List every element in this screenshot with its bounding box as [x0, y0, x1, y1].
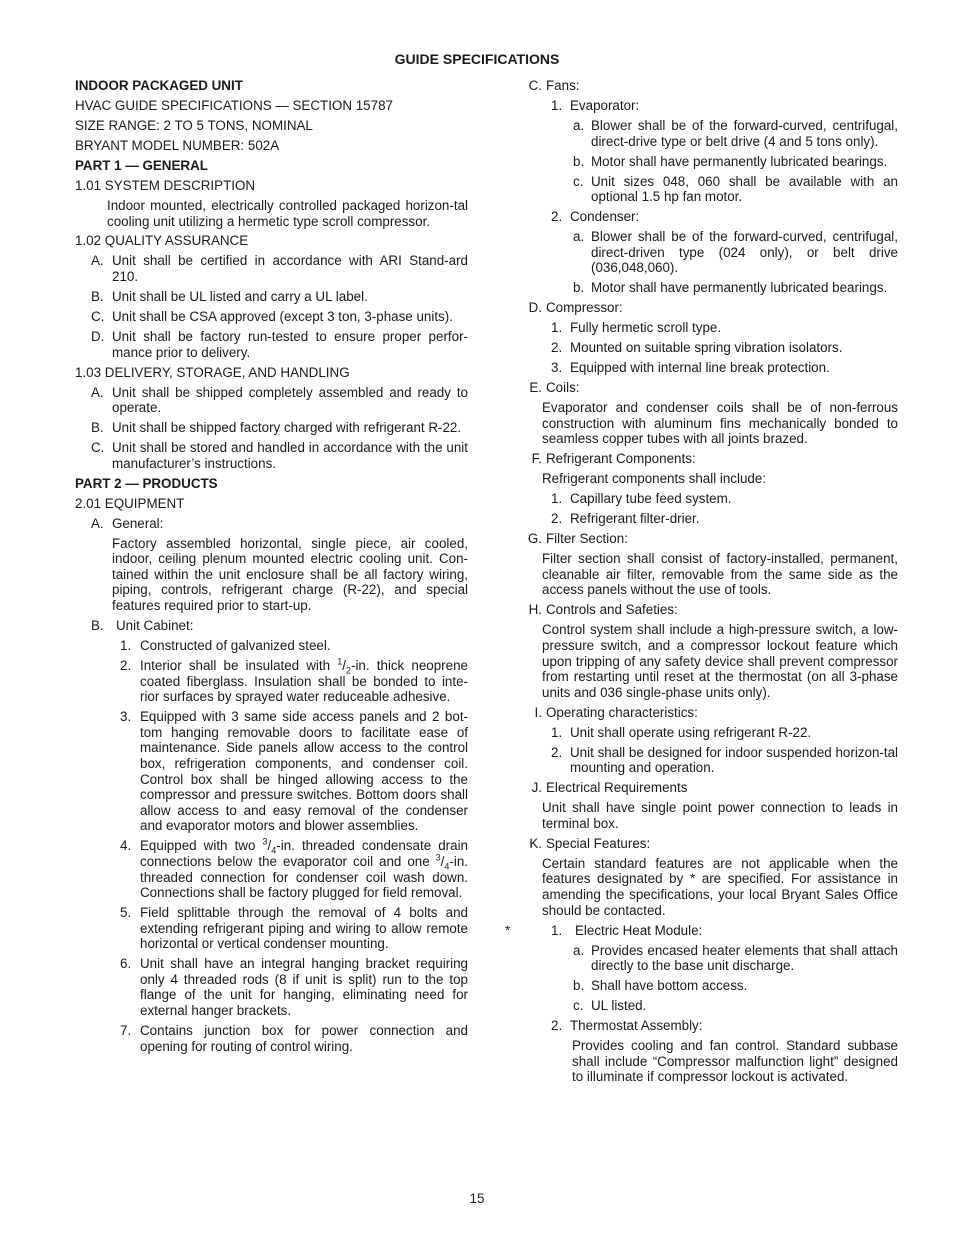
evaporator-item: b. Motor shall have permanently lubricated bearings.: [573, 153, 888, 169]
filter-section-heading: G. Filter Section:: [527, 531, 628, 547]
refrigerant-item: 1. Capillary tube feed system.: [551, 491, 732, 507]
section-101-heading: 1.01 SYSTEM DESCRIPTION: [75, 177, 256, 193]
special-features-text: Certain standard features are not applicable when the features designated by * are specified. For assistance in amending the specifications, your local Bryant Sales Office should be contacted.: [542, 855, 898, 918]
refrigerant-components-heading: F. Refrigerant Components:: [531, 451, 696, 467]
qa-item: C. Unit shall be CSA approved (except 3 ton, 3-phase units).: [91, 309, 453, 325]
part1-heading: PART 1 — GENERAL: [75, 157, 208, 173]
condenser-item: a. Blower shall be of the forward-curved, centrifugal, direct-driven type (024 only), or belt drive (036,048,060).: [573, 229, 898, 276]
operating-item: 1. Unit shall operate using refrigerant R-22.: [551, 724, 812, 740]
qa-item: A. Unit shall be certified in accordance with ARI Stand-ard 210.: [91, 253, 468, 285]
qa-item: D. Unit shall be factory run-tested to ensure proper perfor-mance prior to delivery.: [91, 329, 468, 360]
operating-heading: I. Operating characteristics:: [534, 704, 698, 720]
compressor-item: 2. Mounted on suitable spring vibration isolators.: [551, 340, 843, 356]
cabinet-item: 3. Equipped with 3 same side access panels and 2 bot-tom hanging removable doors to facilitate ease of maintenance. Side panels allow access to the control box, refrigeration components, and condenser coil. Control box shall be hinged allowing access to the compressor and pressure switches. Bottom doors shall allow access to and easy removal of the condenser and evaporator motors and blower assemblies.: [120, 709, 468, 834]
size-range-line: SIZE RANGE: 2 TO 5 TONS, NOMINAL: [75, 117, 313, 133]
electric-heat-item: b. Shall have bottom access.: [573, 978, 748, 994]
left-column: [75, 78, 468, 1059]
refrigerant-components-text: Refrigerant components shall include:: [542, 471, 767, 487]
right-column: [505, 78, 898, 1089]
electric-heat-item: c. UL listed.: [573, 998, 647, 1014]
cabinet-item: 1. Constructed of galvanized steel.: [120, 638, 331, 654]
filter-section-text: Filter section shall consist of factory-installed, permanent, cleanable air filter, removable from the same side as the access panels without the use of tools.: [542, 551, 898, 598]
cabinet-item: 7. Contains junction box for power connection and opening for routing of control wiring.: [120, 1023, 468, 1054]
system-description-text: Indoor mounted, electrically controlled packaged horizon-tal cooling unit utilizing a hermetic type scroll compressor.: [107, 197, 468, 229]
thermostat-heading: 2. Thermostat Assembly:: [551, 1018, 703, 1034]
delivery-item: B. Unit shall be shipped factory charged with refrigerant R-22.: [91, 420, 462, 436]
page-number: 15: [469, 1191, 485, 1206]
thermostat-text: Provides cooling and fan control. Standard subbase shall include “Compressor malfunction light” designed to illuminate if compressor lockout is activated.: [572, 1038, 898, 1085]
general-heading: A. General:: [91, 515, 164, 531]
fans-heading: C. Fans:: [528, 78, 580, 93]
controls-text: Control system shall include a high-pressure switch, a low-pressure switch, and a compressor lockout feature which upon tripping of any safety device shall prevent compressor from restarting until reset at the thermostat (on all 3-phase units and 036 single-phase units only).: [542, 622, 898, 700]
unit-cabinet-heading: B. Unit Cabinet:: [91, 618, 194, 634]
cabinet-item: 5. Field splittable through the removal of 4 bolts and extending refrigerant piping and wiring to allow remote horizontal or vertical condenser mounting.: [120, 905, 468, 952]
section-102-heading: 1.02 QUALITY ASSURANCE: [75, 233, 249, 249]
delivery-item: C. Unit shall be stored and handled in accordance with the unit manufacturer’s instructions.: [91, 440, 468, 471]
special-features-heading: K. Special Features:: [529, 835, 651, 851]
cabinet-item: 2. Interior shall be insulated with $^1/_2-in$. thick neoprene coated fiberglass. Insulation shall be bonded to inte-rior surfaces by sprayed water reduceable adhesive.: [120, 656, 468, 705]
qa-item: B. Unit shall be UL listed and carry a UL label.: [91, 289, 368, 305]
coils-heading: E. Coils:: [529, 380, 580, 396]
compressor-item: 3. Equipped with internal line break protection.: [551, 360, 830, 376]
electrical-heading: J. Electrical Requirements: [531, 780, 688, 796]
unit-heading: INDOOR PACKAGED UNIT: [75, 78, 243, 93]
condenser-heading: 2. Condenser:: [551, 209, 640, 225]
compressor-heading: D. Compressor:: [528, 300, 623, 316]
delivery-item: A. Unit shall be shipped completely assembled and ready to operate.: [91, 384, 468, 416]
evaporator-item: a. Blower shall be of the forward-curved, centrifugal, direct-drive type or belt drive (4 and 5 tons only).: [573, 117, 898, 149]
general-text: Factory assembled horizontal, single piece, air cooled, indoor, ceiling plenum mounted electric cooling unit. Con-tained within the unit enclosure shall be all factory wiring, piping, controls, refrigerant charge (R-22), and special features required prior to start-up.: [112, 535, 468, 614]
compressor-item: 1. Fully hermetic scroll type.: [551, 320, 722, 336]
cabinet-item: 4. Equipped with two $^3/_4-in$. threaded condensate drain connections below the evaporator coil and one $^3/_4-in$. threaded connection for condenser coil wash down. Connections shall be factory plugged for field removal.: [120, 836, 468, 901]
condenser-item: b. Motor shall have permanently lubricated bearings.: [573, 280, 888, 296]
part2-heading: PART 2 — PRODUCTS: [75, 475, 218, 491]
electric-heat-item: a. Provides encased heater elements that shall attach directly to the base unit discharge.: [573, 942, 898, 974]
coils-text: Evaporator and condenser coils shall be of non-ferrous construction with aluminum fins mechanically bonded to seamless copper tubes with all joints brazed.: [542, 400, 898, 447]
cabinet-item: 6. Unit shall have an integral hanging bracket requiring only 4 threaded rods (8 if unit is split) run to the top flange of the unit for hanging, eliminating need for external hanger brackets.: [120, 956, 468, 1019]
evaporator-heading: 1. Evaporator:: [551, 97, 640, 113]
section-201-heading: 2.01 EQUIPMENT: [75, 495, 185, 511]
page-title: GUIDE SPECIFICATIONS: [394, 51, 560, 67]
controls-heading: H. Controls and Safeties:: [528, 602, 678, 618]
hvac-section-line: HVAC GUIDE SPECIFICATIONS — SECTION 15787: [75, 97, 393, 113]
evaporator-item: c. Unit sizes 048, 060 shall be available with an optional 1.5 hp fan motor.: [573, 173, 898, 205]
operating-item: 2. Unit shall be designed for indoor suspended horizon-tal mounting and operation.: [551, 744, 898, 776]
electric-heat-module-heading: * 1. Electric Heat Module:: [505, 922, 703, 938]
section-103-heading: 1.03 DELIVERY, STORAGE, AND HANDLING: [75, 364, 350, 380]
model-number-line: BRYANT MODEL NUMBER: 502A: [75, 137, 280, 153]
option-asterisk: *: [505, 922, 511, 938]
electrical-text: Unit shall have single point power connection to leads in terminal box.: [542, 800, 898, 831]
refrigerant-item: 2. Refrigerant filter-drier.: [551, 511, 700, 527]
